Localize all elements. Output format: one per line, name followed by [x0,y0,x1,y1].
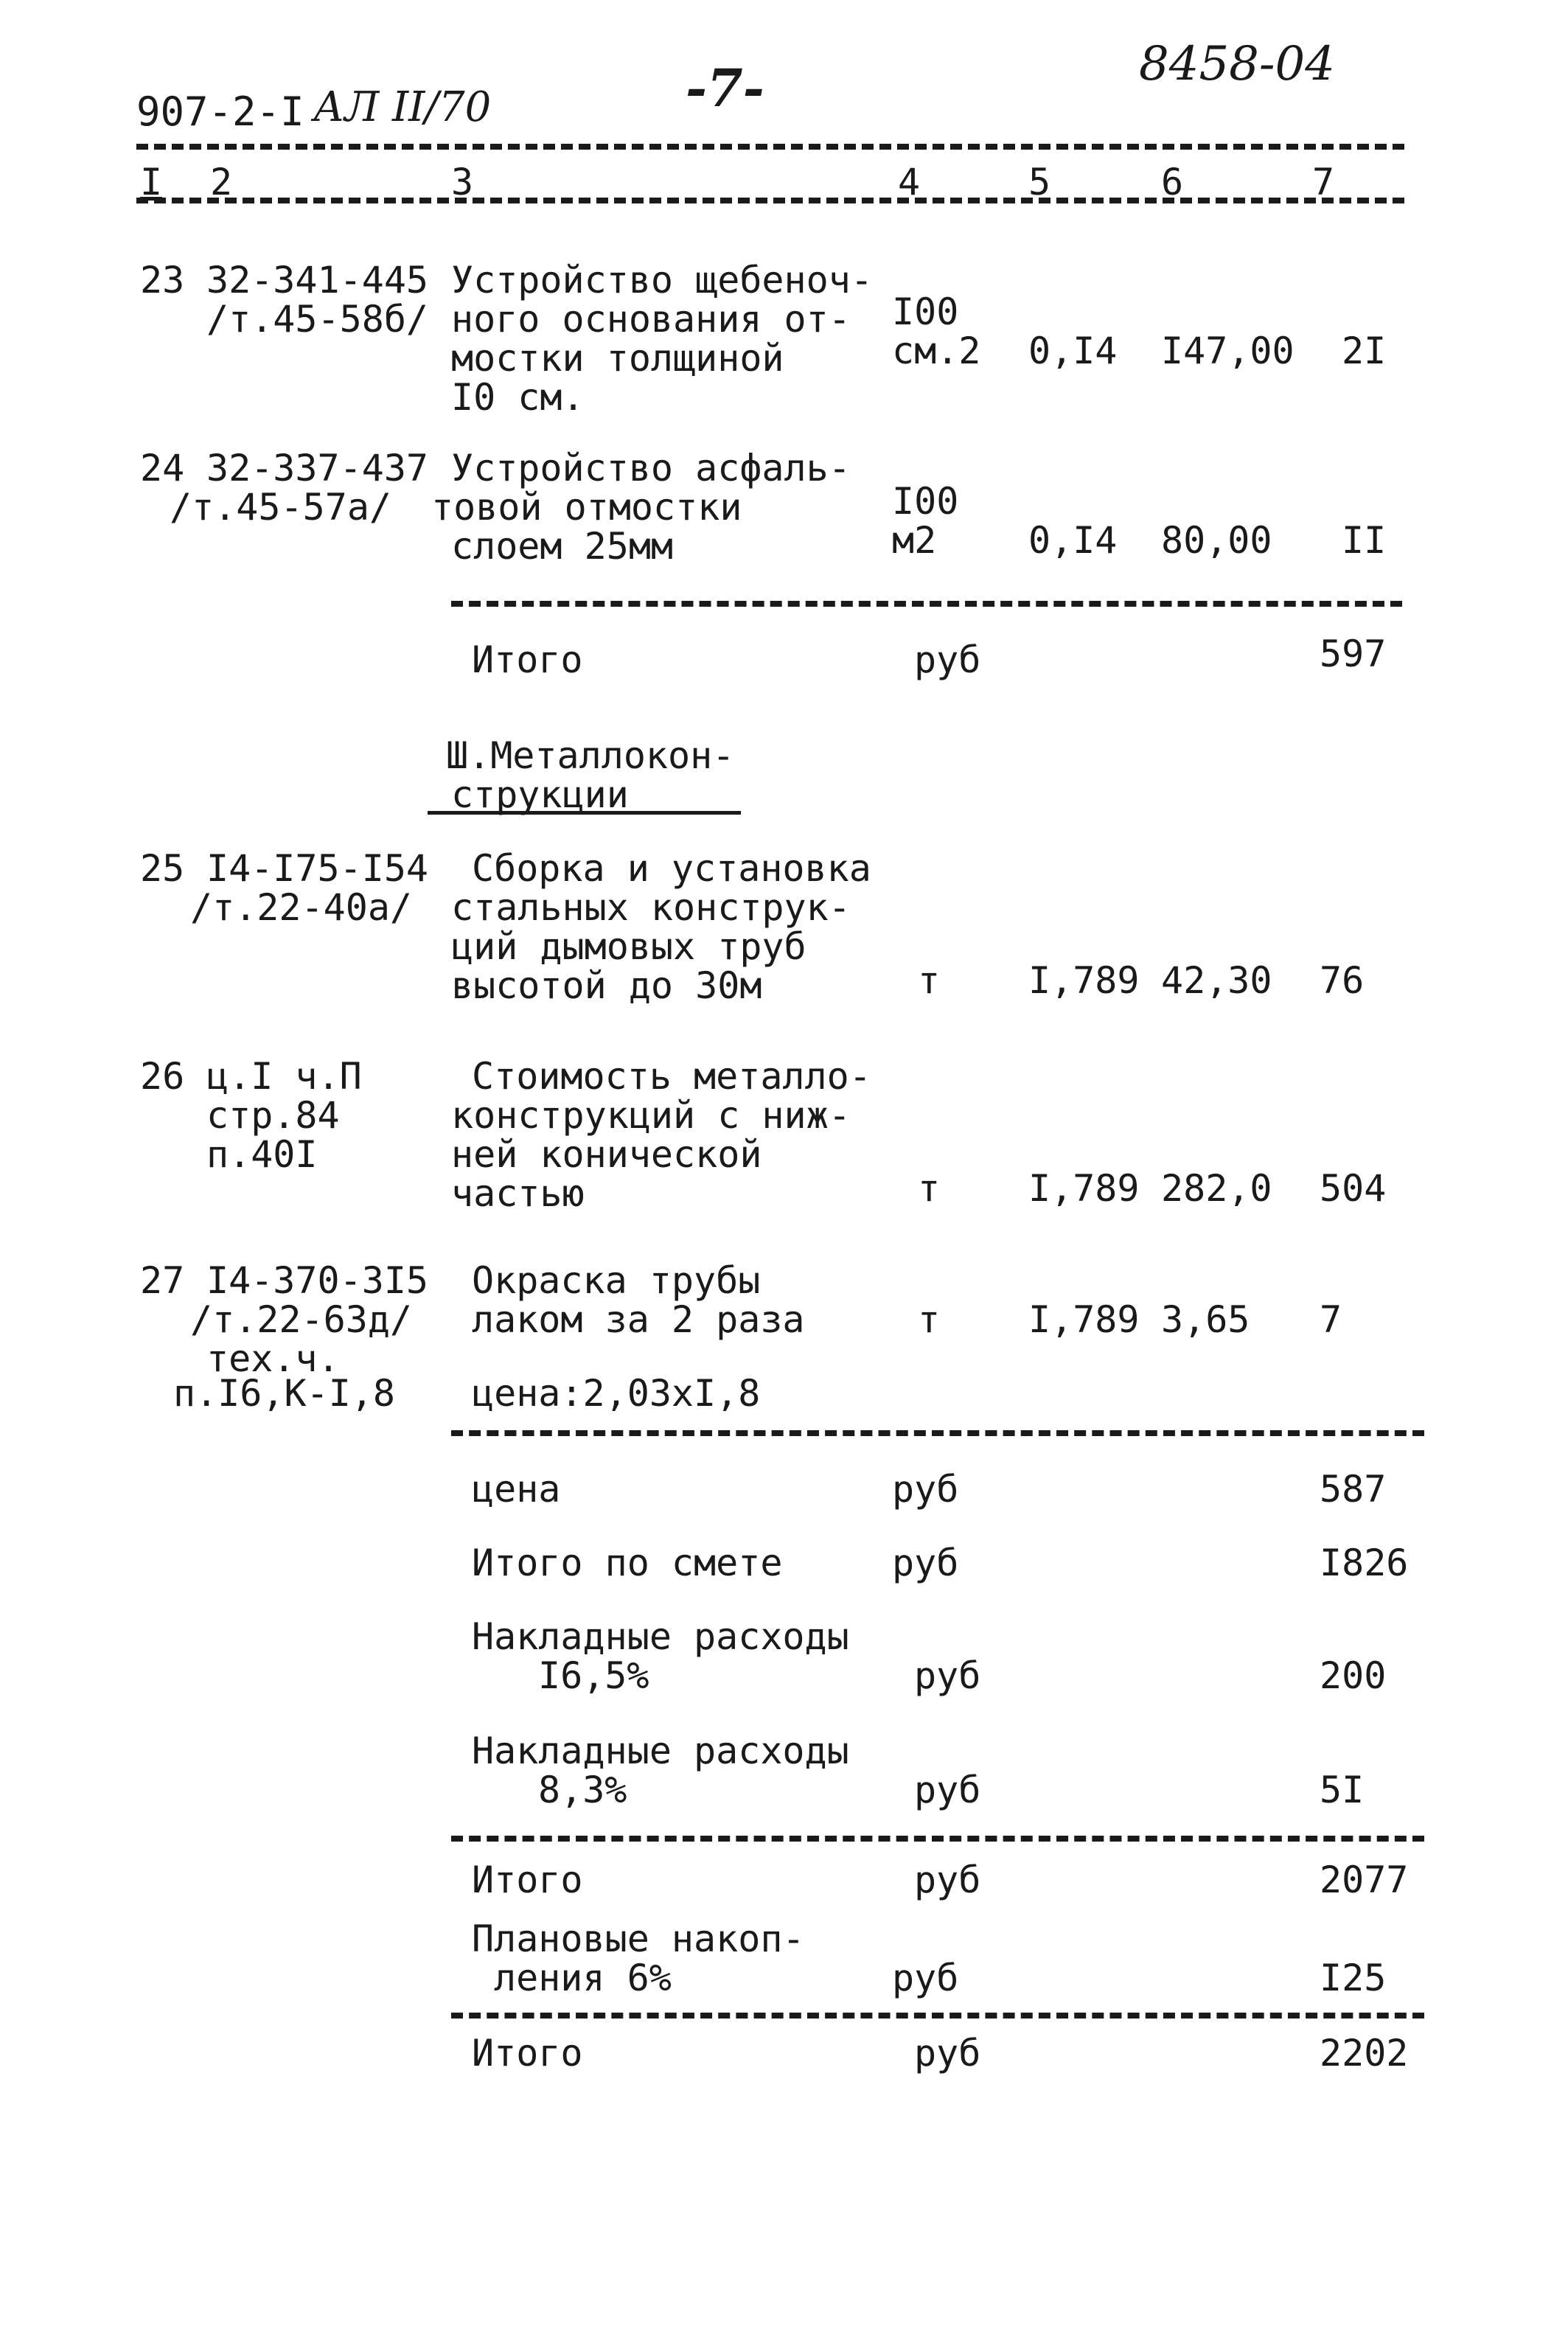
item-27-ref-3: п.I6,К-I,8 [173,1372,396,1415]
item-26-desc-1: Стоимость металло- [472,1055,871,1098]
item-24-ref: /т.45-57а/ [170,486,392,529]
item-25-qty: I,789 [1028,959,1140,1002]
planned-label-1: Плановые накоп- [472,1918,805,1960]
item-25-desc-1: Сборка и установка [472,847,871,890]
summary-overhead1-value: 200 [1320,1654,1387,1697]
item-25-code: I4-I75-I54 [206,847,429,890]
item-23-num: 23 [140,259,185,302]
item-27-desc-2: лаком за 2 раза [472,1298,805,1341]
item-25-desc-3: ций дымовых труб [451,925,806,968]
item-23-qty: 0,I4 [1028,330,1118,372]
col-7: 7 [1312,161,1335,203]
total2-rule [451,1836,1424,1842]
item-26-unit: т [918,1167,941,1210]
summary-price-value: 587 [1320,1468,1387,1511]
item-26-num: 26 [140,1055,185,1098]
item-24-desc-3: слоем 25мм [451,525,674,568]
item-24-qty: 0,I4 [1028,519,1118,562]
doc-code-handwritten: АЛ II/70 [313,83,492,131]
col-3: 3 [451,161,474,203]
subtotal1-value: 597 [1320,633,1387,675]
subtotal1-label: Итого [472,638,583,681]
total2-label: Итого [472,1859,583,1901]
grand-total-unit: руб [914,2032,981,2075]
item-25-num: 25 [140,847,185,890]
subtotal1-unit: руб [914,638,981,681]
item-25-desc-4: высотой до 30м [451,964,762,1007]
col-4: 4 [898,161,921,203]
summary-estimate-label: Итого по смете [472,1542,783,1584]
item-26-desc-4: частью [451,1172,585,1215]
item-25-price: 42,30 [1161,959,1272,1002]
grand-total-label: Итого [472,2032,583,2075]
col-1: I [140,161,163,203]
planned-unit: руб [892,1957,959,1999]
summary-overhead2-label-1: Накладные расходы [472,1730,849,1772]
col-5: 5 [1028,161,1051,203]
item-24-price: 80,00 [1161,519,1272,562]
item-25-unit: т [918,959,941,1002]
item-27-total: 7 [1320,1298,1342,1341]
item-25-desc-2: стальных конструк- [451,886,851,929]
grand-total-rule [451,2013,1424,2019]
item-23-ref: /т.45-58б/ [206,298,429,341]
item-26-total: 504 [1320,1167,1387,1210]
summary-overhead1-label-2: I6,5% [538,1654,649,1697]
item-24-num: 24 [140,447,185,490]
item-23-desc-3: мостки толщиной [451,337,784,380]
item-23-desc-4: I0 см. [451,376,585,419]
item-24-code: 32-337-437 [206,447,429,490]
summary-rule-top [451,1430,1424,1436]
item-27-code: I4-370-3I5 [206,1259,429,1302]
item-26-code: ц.I ч.П [206,1055,362,1098]
summary-overhead2-value: 5I [1320,1769,1365,1811]
item-23-price: I47,00 [1161,330,1295,372]
item-26-desc-3: ней конической [451,1133,762,1176]
page-number: -7- [686,58,764,119]
item-24-total: II [1342,519,1387,562]
item-27-note: цена:2,03хI,8 [472,1372,761,1415]
summary-overhead1-label-1: Накладные расходы [472,1615,849,1658]
summary-price-label: цена [472,1468,561,1511]
item-27-num: 27 [140,1259,185,1302]
item-27-qty: I,789 [1028,1298,1140,1341]
planned-label-2: ления 6% [494,1957,672,1999]
total2-value: 2077 [1320,1859,1409,1901]
item-24-desc-2: товой отмостки [431,486,742,529]
item-23-unit-1: I00 [892,290,959,333]
item-23-code: 32-341-445 [206,259,429,302]
summary-estimate-unit: руб [892,1542,959,1584]
summary-overhead2-label-2: 8,3% [538,1769,627,1811]
item-23-desc-1: Устройство щебеноч- [451,259,873,302]
col-6: 6 [1161,161,1184,203]
item-24-unit-2: м2 [892,519,937,562]
item-25-total: 76 [1320,959,1365,1002]
item-25-ref: /т.22-40а/ [190,886,413,929]
summary-overhead2-unit: руб [914,1769,981,1811]
col-2: 2 [210,161,233,203]
item-26-ref-2: п.40I [206,1133,318,1176]
item-27-ref-2: тех.ч. [206,1337,340,1380]
item-27-price: 3,65 [1161,1298,1250,1341]
item-23-total: 2I [1342,330,1387,372]
section3-title-2: струкции [451,773,629,816]
item-26-price: 282,0 [1161,1167,1272,1210]
item-26-qty: I,789 [1028,1167,1140,1210]
grand-total-value: 2202 [1320,2032,1409,2075]
section3-underline [428,811,741,815]
doc-code: 907-2-I [136,88,304,135]
item-26-desc-2: конструкций с ниж- [451,1094,851,1137]
summary-overhead1-unit: руб [914,1654,981,1697]
header-rule-top [136,144,1404,150]
item-27-ref-1: /т.22-63д/ [190,1298,413,1341]
item-27-unit: т [918,1298,941,1341]
item-23-desc-2: ного основания от- [451,298,851,341]
item-26-ref-1: стр.84 [206,1094,340,1137]
planned-value: I25 [1320,1957,1387,1999]
item-24-unit-1: I00 [892,480,959,523]
total2-unit: руб [914,1859,981,1901]
summary-price-unit: руб [892,1468,959,1511]
summary-estimate-value: I826 [1320,1542,1409,1584]
item-24-desc-1: Устройство асфаль- [451,447,851,490]
item-23-unit-2: см.2 [892,330,981,372]
section3-title-1: Ш.Металлокон- [446,734,735,777]
header-rule-bottom [136,198,1404,203]
subtotal1-rule [451,601,1402,607]
archive-number: 8458-04 [1139,37,1335,91]
item-27-desc-1: Окраска трубы [472,1259,761,1302]
